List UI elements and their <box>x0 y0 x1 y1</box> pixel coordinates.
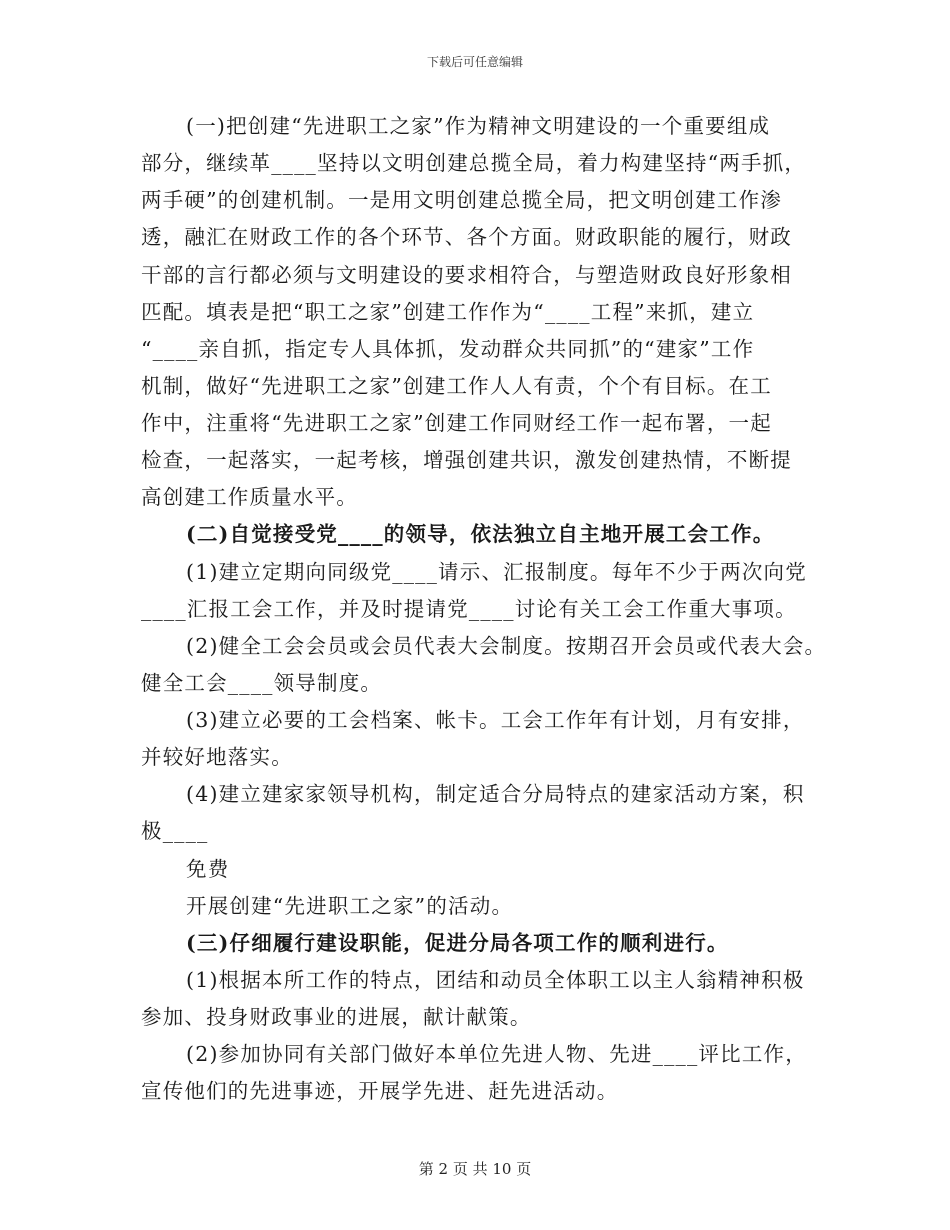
text-line: 部分，继续革____坚持以文明创建总揽全局，着力构建坚持“两手抓， <box>141 151 807 175</box>
text-line: ____汇报工会工作，并及时提请党____讨论有关工会工作重大事项。 <box>141 597 797 621</box>
text-line: 并较好地落实。 <box>141 745 293 769</box>
text-line: 两手硬”的创建机制。一是用文明创建总揽全局，把文明创建工作渗 <box>141 188 782 212</box>
text-line: “____亲自抓，指定专人具体抓，发动群众共同抓”的“建家”工作 <box>141 337 755 361</box>
text-line: (2)健全工会会员或会员代表大会制度。按期召开会员或代表大会。 <box>186 634 827 658</box>
text-line: 开展创建“先进职工之家”的活动。 <box>186 894 514 918</box>
text-line: 匹配。填表是把“职工之家”创建工作作为“____工程”来抓，建立 <box>141 300 755 324</box>
text-line: 检查，一起落实，一起考核，增强创建共识，激发创建热情，不断提 <box>141 448 792 472</box>
text-line: 透，融汇在财政工作的各个环节、各个方面。财政职能的履行，财政 <box>141 225 792 249</box>
text-line: 极____ <box>141 819 209 843</box>
text-line: 干部的言行都必须与文明建设的要求相符合，与塑造财政良好形象相 <box>141 263 792 287</box>
text-line: 宣传他们的先进事迹，开展学先进、赶先进活动。 <box>141 1079 619 1103</box>
text-line: (3)建立必要的工会档案、帐卡。工会工作年有计划，月有安排， <box>186 708 805 732</box>
text-line: 高创建工作质量水平。 <box>141 485 358 509</box>
text-line: 免费 <box>186 857 230 881</box>
text-line: (一)把创建“先进职工之家”作为精神文明建设的一个重要组成 <box>186 114 771 138</box>
text-line: 参加、投身财政事业的进展，献计献策。 <box>141 1005 532 1029</box>
text-line: (4)建立建家家领导机构，制定适合分局特点的建家活动方案，积 <box>186 782 805 806</box>
text-line: 机制，做好“先进职工之家”创建工作人人有责，个个有目标。在工 <box>141 374 772 398</box>
text-line: (2)参加协同有关部门做好本单位先进人物、先进____评比工作， <box>186 1042 807 1066</box>
text-line: 健全工会____领导制度。 <box>141 671 383 695</box>
text-line: (1)建立定期向同级党____请示、汇报制度。每年不少于两次向党 <box>186 560 807 584</box>
page-header: 下载后可任意编辑 <box>426 55 523 69</box>
page-footer: 第 2 页 共 10 页 <box>418 1160 532 1178</box>
text-line: (二)自觉接受党____的领导，依法独立自主地开展工会工作。 <box>186 522 775 546</box>
text-line: (三)仔细履行建设职能，促进分局各项工作的顺利进行。 <box>186 931 729 955</box>
text-line: (1)根据本所工作的特点，团结和动员全体职工以主人翁精神积极 <box>186 968 805 992</box>
text-line: 作中，注重将“先进职工之家”创建工作同财经工作一起布署，一起 <box>141 411 772 435</box>
